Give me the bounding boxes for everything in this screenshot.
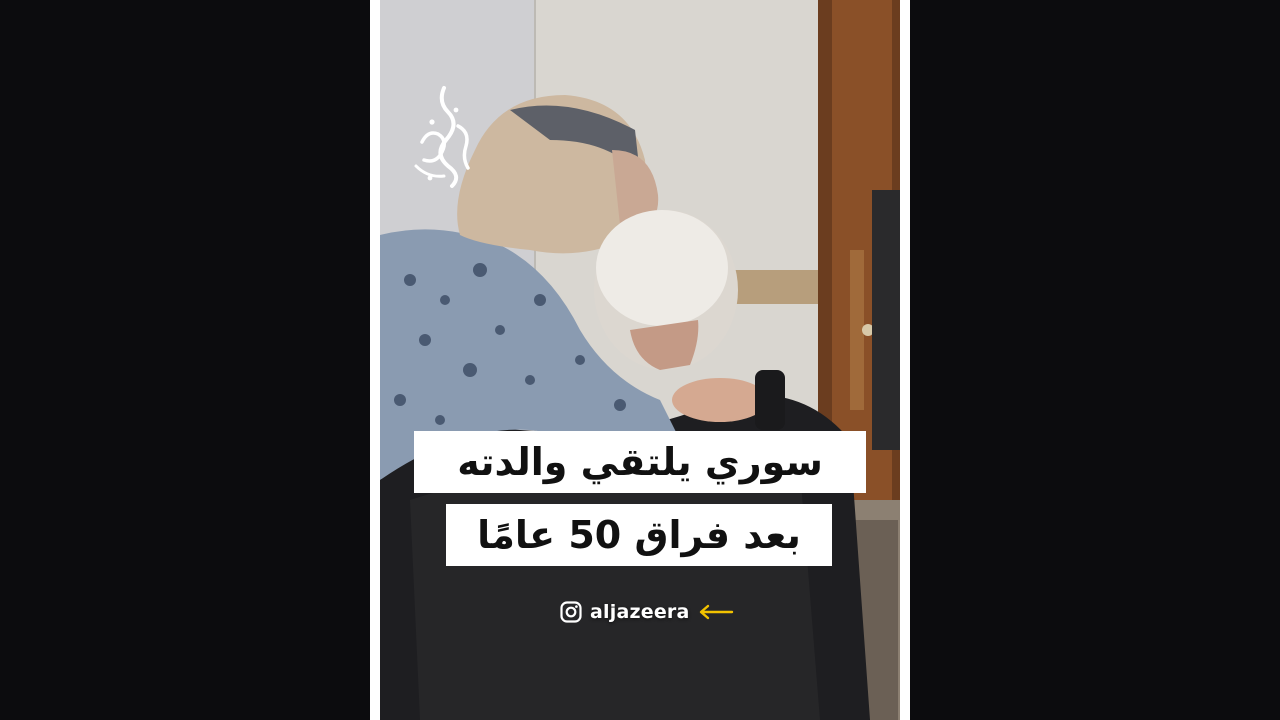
aljazeera-logo [408,82,480,192]
social-handle[interactable] [560,596,734,628]
headline-line-2: بعد فراق 50 عامًا [446,504,832,566]
arrow-left-icon [698,604,734,620]
headline-line-1: سوري يلتقي والدته [414,431,866,493]
instagram-icon [560,601,582,623]
video-player[interactable] [370,0,910,720]
social-handle-text: aljazeera [590,601,690,623]
